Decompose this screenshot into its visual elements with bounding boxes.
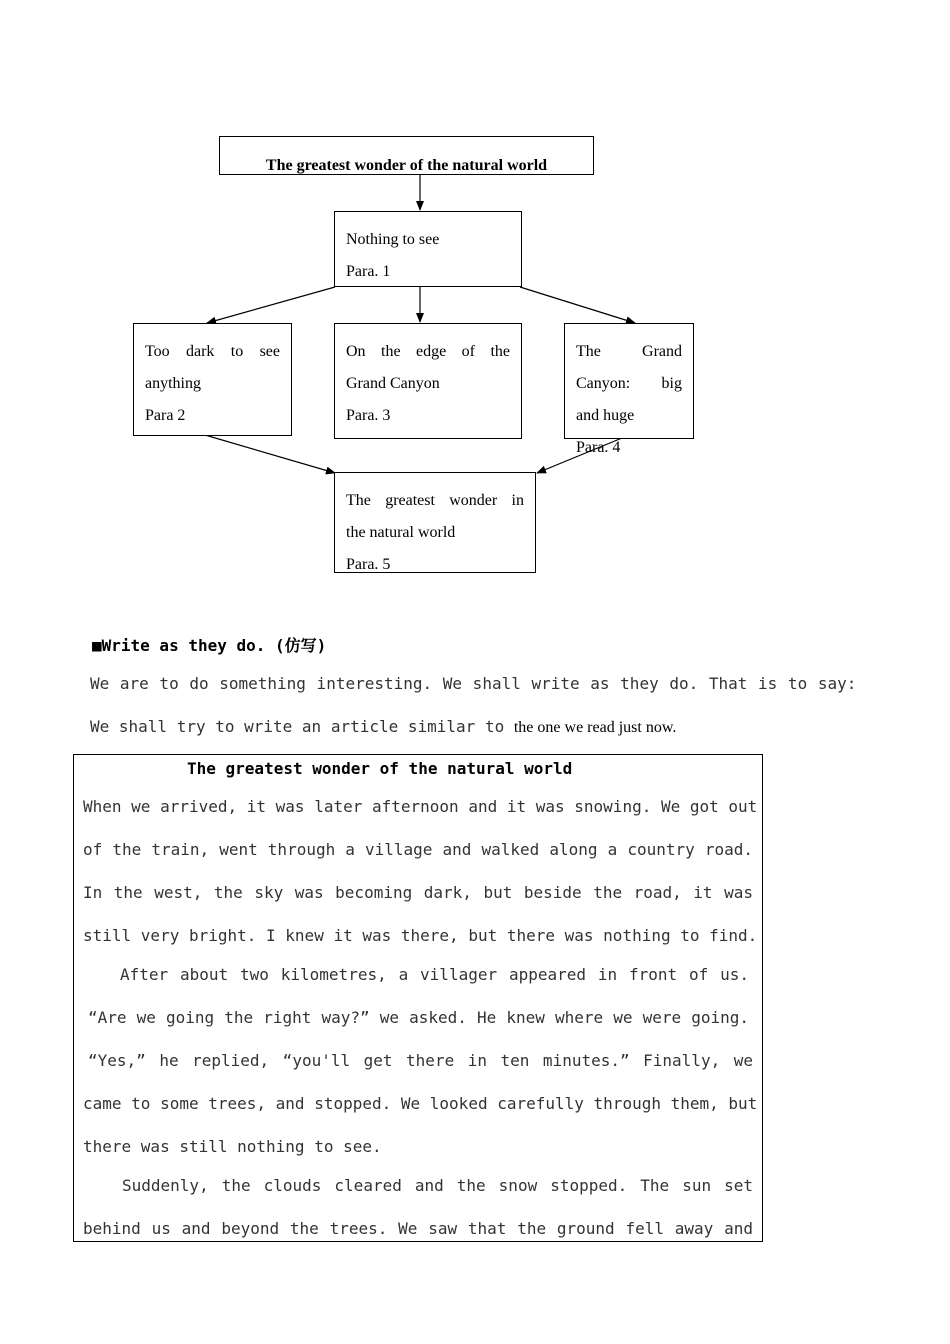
p4-line: and huge	[576, 407, 635, 424]
essay-line: “Are we going the right way?” we asked. He knew where we were going.	[88, 1008, 749, 1027]
essay-line: came to some trees, and stopped. We looked carefully through them, but	[83, 1094, 758, 1113]
intro-text-2b: the one we read just now.	[513, 719, 677, 736]
essay-line: After about two kilometres, a villager appeared in front of us.	[120, 965, 749, 984]
diagram-p2-text	[145, 336, 280, 432]
intro-text-1: We are to do something interesting. We shall write as they do. That is to say:	[90, 674, 857, 693]
diagram-p5-text	[346, 485, 524, 581]
p3-line: Grand Canyon	[346, 375, 440, 392]
p4-line: Para. 4	[576, 439, 621, 456]
p1-line: Nothing to see	[346, 231, 440, 248]
p5-line: the natural world	[346, 524, 456, 541]
essay-line: Suddenly, the clouds cleared and the snow stopped. The sun set	[122, 1176, 753, 1195]
arrow-p1-to-p2	[207, 287, 335, 323]
p1-line: Para. 1	[346, 263, 391, 280]
essay-title: The greatest wonder of the natural world	[187, 759, 573, 778]
essay-line: In the west, the sky was becoming dark, but beside the road, it was	[83, 883, 753, 902]
essay-line: “Yes,” he replied, “you'll get there in ten minutes.” Finally, we	[88, 1051, 753, 1070]
intro-line-2	[90, 717, 676, 737]
p3-line: On the edge of the	[346, 343, 510, 360]
p5-line: The greatest wonder in	[346, 492, 524, 509]
p3-line: Para. 3	[346, 407, 391, 424]
essay-line: behind us and beyond the trees. We saw that the ground fell away and	[83, 1219, 753, 1238]
essay-line: of the train, went through a village and walked along a country road.	[83, 840, 753, 859]
essay-line: still very bright. I knew it was there, but there was nothing to find.	[83, 926, 758, 945]
diagram-root-text: The greatest wonder of the natural world	[265, 157, 548, 174]
essay-line: there was still nothing to see.	[83, 1137, 382, 1156]
intro-text-2a: We shall try to write an article similar to	[90, 717, 505, 736]
diagram-p4-text	[576, 336, 682, 464]
p2-line: Too dark to see	[145, 343, 280, 360]
section-heading: ■Write as they do. (仿写)	[92, 636, 327, 655]
arrow-p2-to-p5	[205, 435, 335, 473]
p2-line: Para 2	[145, 407, 186, 424]
arrow-p1-to-p4	[520, 287, 635, 323]
diagram-p3-text	[346, 336, 510, 432]
p4-line: Canyon: big	[576, 375, 682, 392]
p4-line: The Grand	[576, 343, 682, 360]
essay-line: When we arrived, it was later afternoon and it was snowing. We got out	[83, 797, 758, 816]
p2-line: anything	[145, 375, 201, 392]
diagram-root-box	[219, 136, 594, 175]
p5-line: Para. 5	[346, 556, 391, 573]
essay-box	[73, 754, 763, 1242]
diagram-p1-text	[346, 224, 506, 288]
intro-line-1	[90, 674, 856, 693]
